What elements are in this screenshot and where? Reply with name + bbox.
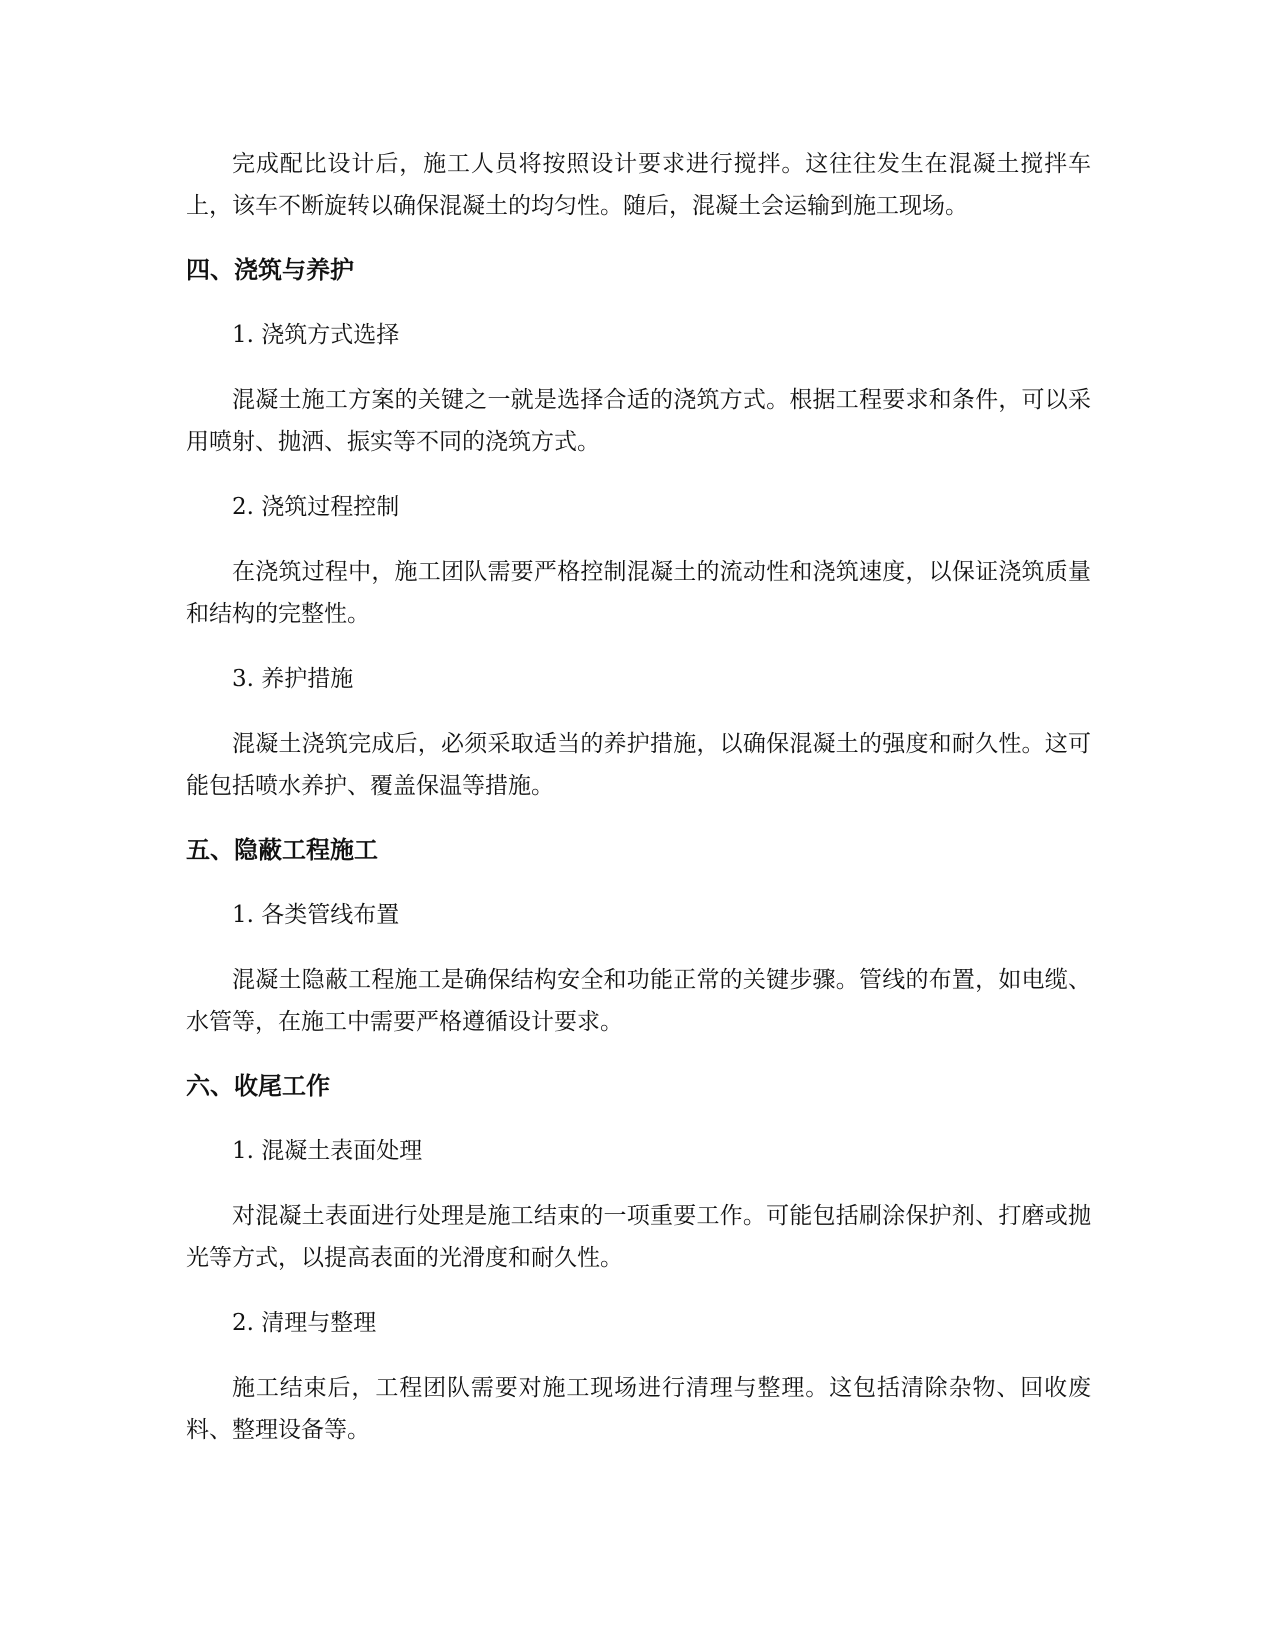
- paragraph-pouring-control: 在浇筑过程中，施工团队需要严格控制混凝土的流动性和浇筑速度，以保证浇筑质量和结构的完整性。: [186, 559, 1091, 627]
- paragraph-pouring-method: 混凝土施工方案的关键之一就是选择合适的浇筑方式。根据工程要求和条件，可以采用喷射、抛洒、振实等不同的浇筑方式。: [186, 387, 1091, 455]
- paragraph-surface-treatment: 对混凝土表面进行处理是施工结束的一项重要工作。可能包括刷涂保护剂、打磨或抛光等方式，以提高表面的光滑度和耐久性。: [186, 1203, 1091, 1271]
- section-heading-concealed-works: 五、隐蔽工程施工: [186, 836, 378, 864]
- subheading-pouring-method: 1. 浇筑方式选择: [232, 322, 400, 348]
- subheading-cleanup: 2. 清理与整理: [232, 1310, 377, 1336]
- subheading-pouring-control: 2. 浇筑过程控制: [232, 494, 400, 520]
- subheading-curing-measures: 3. 养护措施: [232, 666, 354, 692]
- paragraph-pipeline-layout: 混凝土隐蔽工程施工是确保结构安全和功能正常的关键步骤。管线的布置，如电缆、水管等，在施工中需要严格遵循设计要求。: [186, 967, 1091, 1035]
- paragraph-curing-measures: 混凝土浇筑完成后，必须采取适当的养护措施，以确保混凝土的强度和耐久性。这可能包括喷水养护、覆盖保温等措施。: [186, 731, 1091, 799]
- section-heading-finishing-work: 六、收尾工作: [186, 1072, 330, 1100]
- paragraph-cleanup: 施工结束后，工程团队需要对施工现场进行清理与整理。这包括清除杂物、回收废料、整理设备等。: [186, 1375, 1091, 1443]
- intro-paragraph: 完成配比设计后，施工人员将按照设计要求进行搅拌。这往往发生在混凝土搅拌车上，该车不断旋转以确保混凝土的均匀性。随后，混凝土会运输到施工现场。: [186, 151, 1091, 219]
- document-body: [186, 143, 1091, 1451]
- subheading-surface-treatment: 1. 混凝土表面处理: [232, 1138, 423, 1164]
- subheading-pipeline-layout: 1. 各类管线布置: [232, 902, 400, 928]
- section-heading-pouring-curing: 四、浇筑与养护: [186, 256, 354, 284]
